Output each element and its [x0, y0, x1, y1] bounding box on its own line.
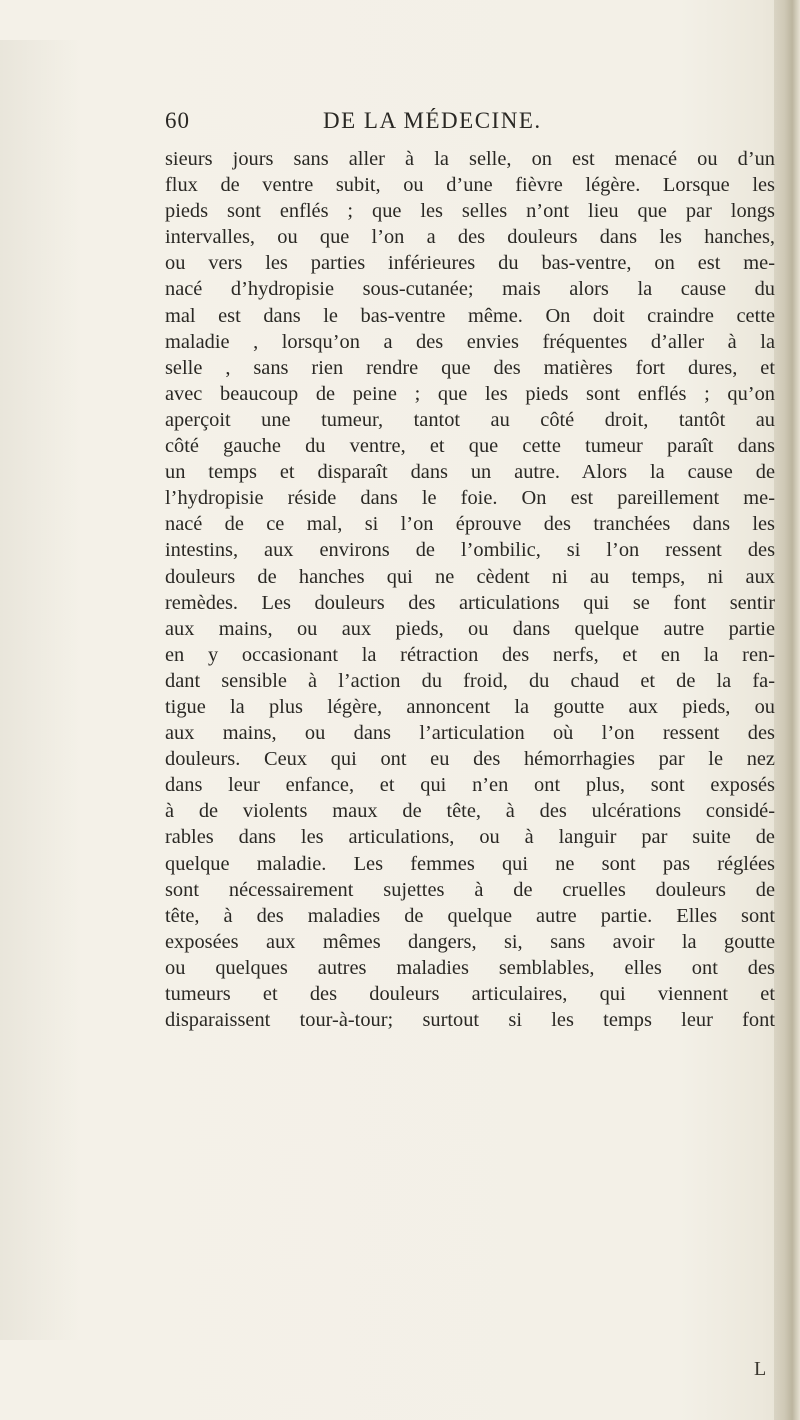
text-line: exposées aux mêmes dangers, si, sans avoir la goutte	[165, 930, 775, 953]
text-line: flux de ventre subit, ou d’une fièvre légère. Lorsque les	[165, 174, 775, 197]
text-line: ou quelques autres maladies semblables, elles ont des	[165, 956, 775, 979]
text-line: dans leur enfance, et qui n’en ont plus, sont exposés	[165, 774, 775, 797]
running-title: DE LA MÉDECINE.	[323, 108, 542, 133]
text-line: dant sensible à l’action du froid, du chaud et de la fa-	[165, 669, 775, 692]
text-line: intestins, aux environs de l’ombilic, si l’on ressent des	[165, 539, 775, 562]
text-line: douleurs. Ceux qui ont eu des hémorrhagies par le nez	[165, 748, 775, 771]
text-line: avec beaucoup de peine ; que les pieds sont enflés ; qu’on	[165, 382, 775, 405]
text-line: nacé d’hydropisie sous-cutanée; mais alors la cause du	[165, 278, 775, 301]
text-line: en y occasionant la rétraction des nerfs, et en la ren-	[165, 643, 775, 666]
text-line: un temps et disparaît dans un autre. Alors la cause de	[165, 461, 775, 484]
page-header	[165, 108, 765, 140]
text-line: remèdes. Les douleurs des articulations qui se font sentir	[165, 591, 775, 614]
book-spine-edge	[774, 0, 800, 1420]
text-line: côté gauche du ventre, et que cette tumeur paraît dans	[165, 435, 775, 458]
signature-mark: L	[754, 1358, 767, 1380]
text-line: mal est dans le bas-ventre même. On doit craindre cette	[165, 304, 775, 327]
text-line: nacé de ce mal, si l’on éprouve des tranchées dans les	[165, 513, 775, 536]
text-line: aux mains, ou dans l’articulation où l’on ressent des	[165, 722, 775, 745]
text-line: à de violents maux de tête, à des ulcérations considé-	[165, 800, 775, 823]
text-line: rables dans les articulations, ou à languir par suite de	[165, 826, 775, 849]
text-line: tête, à des maladies de quelque autre partie. Elles sont	[165, 904, 775, 927]
text-line: quelque maladie. Les femmes qui ne sont pas réglées	[165, 852, 775, 875]
text-line: aperçoit une tumeur, tantot au côté droit, tantôt au	[165, 408, 775, 431]
text-line: disparaissent tour-à-tour; surtout si les temps leur font	[165, 1009, 775, 1032]
text-line: selle , sans rien rendre que des matières fort dures, et	[165, 356, 775, 379]
text-line: sont nécessairement sujettes à de cruelles douleurs de	[165, 878, 775, 901]
text-line: pieds sont enflés ; que les selles n’ont lieu que par longs	[165, 200, 775, 223]
page-shadow-left	[0, 40, 80, 1340]
text-line: maladie , lorsqu’on a des envies fréquentes d’aller à la	[165, 330, 775, 353]
text-line: l’hydropisie réside dans le foie. On est pareillement me-	[165, 487, 775, 510]
text-line: tumeurs et des douleurs articulaires, qui viennent et	[165, 983, 775, 1005]
text-line: ou vers les parties inférieures du bas-ventre, on est me-	[165, 252, 775, 275]
body-text	[165, 146, 775, 1033]
text-line: tigue la plus légère, annoncent la goutte aux pieds, ou	[165, 695, 775, 718]
text-line: douleurs de hanches qui ne cèdent ni au temps, ni aux	[165, 565, 775, 588]
page-number: 60	[165, 108, 190, 133]
text-line: sieurs jours sans aller à la selle, on est menacé ou d’un	[165, 148, 775, 170]
text-line: intervalles, ou que l’on a des douleurs dans les hanches,	[165, 226, 775, 249]
text-line: aux mains, ou aux pieds, ou dans quelque autre partie	[165, 617, 775, 640]
